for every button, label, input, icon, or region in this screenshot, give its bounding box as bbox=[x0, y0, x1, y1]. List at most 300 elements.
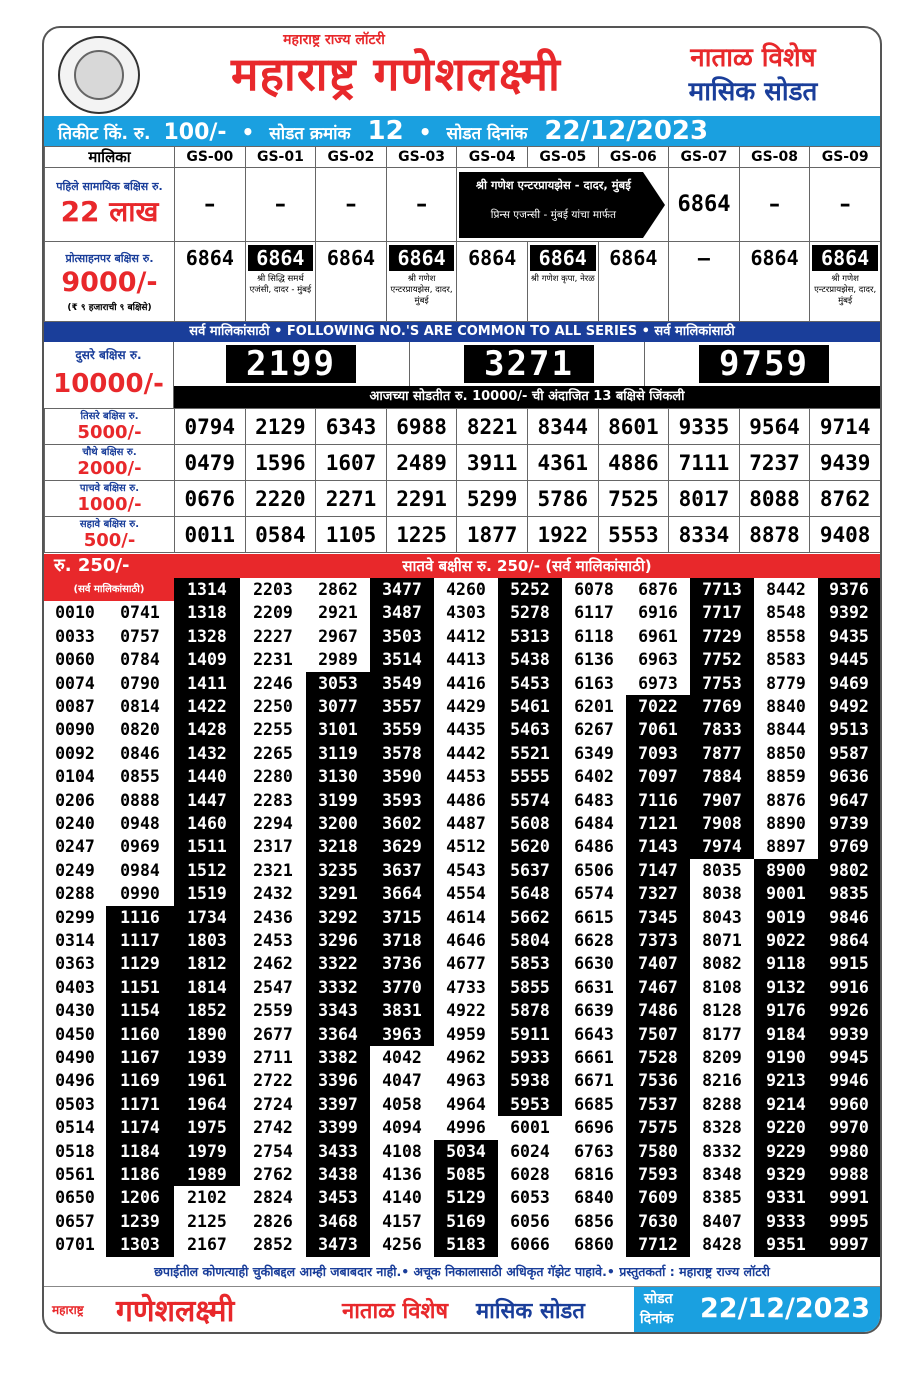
first-prize-gs09: – bbox=[810, 168, 881, 242]
seventh-prize-number: 0240 bbox=[44, 812, 106, 835]
seventh-prize-number: 9739 bbox=[818, 812, 880, 835]
seventh-prize-number: 4512 bbox=[434, 835, 498, 858]
seventh-prize-number: 4964 bbox=[434, 1093, 498, 1116]
seventh-prize-number: 1154 bbox=[106, 999, 174, 1022]
seventh-prize-number: 3715 bbox=[370, 906, 434, 929]
seventh-prize-number: 4416 bbox=[434, 672, 498, 695]
seventh-prize-number: 8332 bbox=[690, 1140, 754, 1163]
seventh-prize-number: 3602 bbox=[370, 812, 434, 835]
seventh-prize-number: 1428 bbox=[174, 718, 240, 741]
incentive-cell-5 bbox=[527, 242, 598, 322]
seventh-prize-number: 6201 bbox=[562, 695, 626, 718]
first-prize-label-cell bbox=[45, 168, 175, 242]
price-label: तिकीट किं. रु. bbox=[58, 124, 151, 144]
seventh-prize-number: 4303 bbox=[434, 601, 498, 624]
series-code-5: GS-05 bbox=[527, 147, 598, 168]
series-label: मालिका bbox=[45, 147, 175, 168]
seventh-prize-number: 2167 bbox=[174, 1233, 240, 1256]
seventh-prize-number: 0855 bbox=[106, 765, 174, 788]
prize-number: 2291 bbox=[386, 481, 457, 517]
seventh-prize-number: 3296 bbox=[306, 929, 370, 952]
seventh-prize-number: 7593 bbox=[626, 1163, 690, 1186]
prize-number: 9714 bbox=[810, 409, 881, 445]
seventh-prize-number: 5252 bbox=[498, 578, 562, 601]
seventh-prize-number: 9333 bbox=[754, 1210, 818, 1233]
seventh-prize-number: 4554 bbox=[434, 882, 498, 905]
incentive-cell-3 bbox=[386, 242, 457, 322]
seventh-prize-number: 0969 bbox=[106, 835, 174, 858]
seventh-prize-number: 3053 bbox=[306, 672, 370, 695]
seventh-prize-number: 9019 bbox=[754, 906, 818, 929]
incentive-label-cell bbox=[45, 242, 175, 322]
divider bbox=[644, 342, 645, 386]
seventh-prize-number: 8035 bbox=[690, 859, 754, 882]
prize-label-cell bbox=[45, 409, 175, 445]
seventh-prize-number: 8209 bbox=[690, 1046, 754, 1069]
seventh-prize-number: 3322 bbox=[306, 952, 370, 975]
seventh-prize-number: 6486 bbox=[562, 835, 626, 858]
special-label: नाताळ विशेष bbox=[690, 43, 816, 73]
prize-number: 4361 bbox=[527, 445, 598, 481]
seventh-prize-number: 1460 bbox=[174, 812, 240, 835]
incentive-label: प्रोत्साहनपर बक्षिस रु. bbox=[65, 251, 154, 265]
series-code-1: GS-01 bbox=[245, 147, 316, 168]
seventh-prize-number: 6066 bbox=[498, 1233, 562, 1256]
seventh-prize-number: 2250 bbox=[240, 695, 306, 718]
prize-number: 0794 bbox=[175, 409, 246, 445]
seventh-prize-number: 3343 bbox=[306, 999, 370, 1022]
seventh-prize-number: 3382 bbox=[306, 1046, 370, 1069]
seventh-prize-number: 0518 bbox=[44, 1140, 106, 1163]
seventh-prize-number: 7753 bbox=[690, 672, 754, 695]
prize-label-cell bbox=[45, 445, 175, 481]
seventh-prize-number: 4677 bbox=[434, 952, 498, 975]
seventh-prize-number: 0074 bbox=[44, 672, 106, 695]
prize-number: 9564 bbox=[739, 409, 810, 445]
prize-label-cell bbox=[45, 481, 175, 517]
seventh-prize-number: 9997 bbox=[818, 1233, 880, 1256]
upper-prize-table bbox=[44, 146, 881, 322]
seventh-prize-number: 1803 bbox=[174, 929, 240, 952]
seventh-prize-number: 5620 bbox=[498, 835, 562, 858]
footer bbox=[44, 1286, 880, 1333]
seventh-prize-number: 3487 bbox=[370, 601, 434, 624]
incentive-cell-9 bbox=[810, 242, 881, 322]
seventh-prize-number: 5085 bbox=[434, 1163, 498, 1186]
first-prize-gs08: – bbox=[739, 168, 810, 242]
seventh-prize-number: 1964 bbox=[174, 1093, 240, 1116]
prize-number: 5553 bbox=[598, 517, 669, 553]
incentive-cell-7 bbox=[669, 242, 740, 322]
seventh-prize-number: 5662 bbox=[498, 906, 562, 929]
seventh-prize-number: 1303 bbox=[106, 1233, 174, 1256]
incentive-number: 6864 bbox=[609, 246, 658, 270]
seventh-prize-number: 4442 bbox=[434, 742, 498, 765]
seventh-prize-number: 1174 bbox=[106, 1116, 174, 1139]
seventh-prize-number: 0490 bbox=[44, 1046, 106, 1069]
seventh-prize-number: 3199 bbox=[306, 789, 370, 812]
seventh-prize-number: 9926 bbox=[818, 999, 880, 1022]
seventh-prize-number: 6643 bbox=[562, 1023, 626, 1046]
seventh-prize-number: 5438 bbox=[498, 648, 562, 671]
prize-number: 8601 bbox=[598, 409, 669, 445]
seventh-prize-number: 9229 bbox=[754, 1140, 818, 1163]
seventh-prize-number: 3218 bbox=[306, 835, 370, 858]
seventh-prize-number: 5313 bbox=[498, 625, 562, 648]
seventh-prize-number: 3396 bbox=[306, 1069, 370, 1092]
seventh-prize-number: 3332 bbox=[306, 976, 370, 999]
seventh-prize-number: 1117 bbox=[106, 929, 174, 952]
seventh-prize-number: 2231 bbox=[240, 648, 306, 671]
seventh-prize-number: 2294 bbox=[240, 812, 306, 835]
first-prize-gs00: – bbox=[175, 168, 246, 242]
footer-date: 22/12/2023 bbox=[700, 1293, 871, 1324]
seventh-prize-number: 0790 bbox=[106, 672, 174, 695]
seventh-prize-number: 1890 bbox=[174, 1023, 240, 1046]
seventh-prize-number: 0984 bbox=[106, 859, 174, 882]
seventh-prize-number: 0814 bbox=[106, 695, 174, 718]
incentive-cell-8 bbox=[739, 242, 810, 322]
seventh-prize-number: 9118 bbox=[754, 952, 818, 975]
prize-label: सहावे बक्षिस रु. bbox=[79, 518, 140, 530]
prize-number: 1877 bbox=[457, 517, 528, 553]
first-prize-gs01: – bbox=[245, 168, 316, 242]
seventh-prize-number: 6685 bbox=[562, 1093, 626, 1116]
seventh-prize-number: 2462 bbox=[240, 952, 306, 975]
prize-number: 8017 bbox=[669, 481, 740, 517]
seventh-prize-number: 7752 bbox=[690, 648, 754, 671]
seventh-prize-number: 3770 bbox=[370, 976, 434, 999]
prize-number: 9408 bbox=[810, 517, 881, 553]
seventh-prize-number: 8779 bbox=[754, 672, 818, 695]
seventh-prize-number: 7769 bbox=[690, 695, 754, 718]
seventh-prize-number: 9916 bbox=[818, 976, 880, 999]
footer-special: नाताळ विशेष bbox=[342, 1299, 449, 1324]
seventh-prize-number: 0363 bbox=[44, 952, 106, 975]
prize-amount: 5000/- bbox=[77, 421, 142, 443]
seventh-prize-number: 4412 bbox=[434, 625, 498, 648]
incentive-cell-4 bbox=[457, 242, 528, 322]
monthly-label: मासिक सोडत bbox=[688, 77, 818, 107]
prize-number: 9335 bbox=[669, 409, 740, 445]
seventh-prize-number: 3473 bbox=[306, 1233, 370, 1256]
seventh-prize-number: 4453 bbox=[434, 765, 498, 788]
prize-row-3 bbox=[45, 409, 881, 445]
seventh-prize-number: 9960 bbox=[818, 1093, 880, 1116]
seventh-prize-number: 0092 bbox=[44, 742, 106, 765]
prize-number: 1105 bbox=[316, 517, 387, 553]
series-code-2: GS-02 bbox=[316, 147, 387, 168]
seventh-prize-number: 0990 bbox=[106, 882, 174, 905]
seventh-prize-number: 6631 bbox=[562, 976, 626, 999]
prize-number: 8878 bbox=[739, 517, 810, 553]
prize-number: 6343 bbox=[316, 409, 387, 445]
incentive-note: (₹ ९ हजाराची ९ बक्षिसे) bbox=[67, 302, 152, 313]
seventh-prize-number: 3399 bbox=[306, 1116, 370, 1139]
seventh-prize-number: 2227 bbox=[240, 625, 306, 648]
incentive-agent: श्री गणेश कृपा, नेरळ bbox=[530, 274, 595, 284]
incentive-amount: 9000/- bbox=[61, 266, 158, 298]
seventh-prize-number: 7327 bbox=[626, 882, 690, 905]
seventh-prize-number: 2677 bbox=[240, 1023, 306, 1046]
first-prize-number: 6864 bbox=[669, 168, 740, 242]
seventh-prize-number: 2862 bbox=[306, 578, 370, 601]
prize-number: 8344 bbox=[527, 409, 598, 445]
seventh-prize-number: 9184 bbox=[754, 1023, 818, 1046]
seventh-prize-number: 8442 bbox=[754, 578, 818, 601]
seventh-prize-sub: (सर्व मालिकांसाठी) bbox=[44, 578, 174, 601]
seventh-prize-number: 3831 bbox=[370, 999, 434, 1022]
seventh-prize-number: 2246 bbox=[240, 672, 306, 695]
seventh-prize-number: 1314 bbox=[174, 578, 240, 601]
seventh-prize-number: 7974 bbox=[690, 835, 754, 858]
seventh-prize-number: 8128 bbox=[690, 999, 754, 1022]
seventh-prize-number: 0060 bbox=[44, 648, 106, 671]
seventh-prize-number: 0820 bbox=[106, 718, 174, 741]
seventh-prize-number: 5804 bbox=[498, 929, 562, 952]
prize-number: 5299 bbox=[457, 481, 528, 517]
seventh-prize-number: 5183 bbox=[434, 1233, 498, 1256]
seventh-prize-number: 0650 bbox=[44, 1186, 106, 1209]
seventh-prize-number: 9445 bbox=[818, 648, 880, 671]
seventh-prize-number: 8288 bbox=[690, 1093, 754, 1116]
footer-brand: गणेशलक्ष्मी bbox=[116, 1294, 235, 1329]
seventh-prize-number: 0288 bbox=[44, 882, 106, 905]
incentive-number: 6864 bbox=[389, 245, 455, 271]
seventh-prize-number: 0496 bbox=[44, 1069, 106, 1092]
seventh-prize-number: 0503 bbox=[44, 1093, 106, 1116]
seventh-prize-number: 1519 bbox=[174, 882, 240, 905]
seventh-prize-number: 1160 bbox=[106, 1023, 174, 1046]
seventh-prize-number: 7580 bbox=[626, 1140, 690, 1163]
seventh-prize-number: 3397 bbox=[306, 1093, 370, 1116]
seventh-prize-number: 4733 bbox=[434, 976, 498, 999]
seventh-prize-number: 4108 bbox=[370, 1140, 434, 1163]
seventh-prize-number: 0010 bbox=[44, 601, 106, 624]
seventh-prize-number: 3291 bbox=[306, 882, 370, 905]
prize-number: 8334 bbox=[669, 517, 740, 553]
seventh-prize-number: 6136 bbox=[562, 648, 626, 671]
seventh-prize-number: 9220 bbox=[754, 1116, 818, 1139]
seventh-prize-number: 5608 bbox=[498, 812, 562, 835]
seventh-prize-number: 0033 bbox=[44, 625, 106, 648]
seventh-prize-number: 9980 bbox=[818, 1140, 880, 1163]
seventh-prize-number: 6349 bbox=[562, 742, 626, 765]
seventh-prize-number: 1318 bbox=[174, 601, 240, 624]
seventh-prize-number: 4486 bbox=[434, 789, 498, 812]
seventh-prize-number: 7630 bbox=[626, 1210, 690, 1233]
seventh-prize-number: 3468 bbox=[306, 1210, 370, 1233]
second-prize-number-2: 3271 bbox=[464, 345, 594, 383]
date-label: सोडत दिनांक bbox=[446, 124, 528, 144]
seventh-prize-number: 3559 bbox=[370, 718, 434, 741]
series-code-9: GS-09 bbox=[810, 147, 881, 168]
seventh-prize-number: 2824 bbox=[240, 1186, 306, 1209]
prize-number: 1596 bbox=[245, 445, 316, 481]
seventh-prize-number: 6961 bbox=[626, 625, 690, 648]
seventh-prize-number: 0701 bbox=[44, 1233, 106, 1256]
seventh-prize-number: 0846 bbox=[106, 742, 174, 765]
seventh-prize-number: 2921 bbox=[306, 601, 370, 624]
seventh-prize-number: 2559 bbox=[240, 999, 306, 1022]
seventh-prize-number: 9001 bbox=[754, 882, 818, 905]
seventh-prize-number: 4413 bbox=[434, 648, 498, 671]
seventh-prize-number: 2826 bbox=[240, 1210, 306, 1233]
seventh-prize-number: 3503 bbox=[370, 625, 434, 648]
ticket-price: 100/- bbox=[163, 120, 227, 145]
seventh-prize-number: 9214 bbox=[754, 1093, 818, 1116]
prize-number: 0479 bbox=[175, 445, 246, 481]
seventh-prize-number: 8548 bbox=[754, 601, 818, 624]
seventh-prize-number: 4094 bbox=[370, 1116, 434, 1139]
series-code-3: GS-03 bbox=[386, 147, 457, 168]
first-prize-gs03: – bbox=[386, 168, 457, 242]
prize-row-4 bbox=[45, 445, 881, 481]
seventh-prize-number: 1734 bbox=[174, 906, 240, 929]
prize-number: 7111 bbox=[669, 445, 740, 481]
seventh-prize-number: 8850 bbox=[754, 742, 818, 765]
prize-label-cell bbox=[45, 517, 175, 553]
seventh-prize-number: 3200 bbox=[306, 812, 370, 835]
seventh-prize-number: 7467 bbox=[626, 976, 690, 999]
seventh-prize-number: 8328 bbox=[690, 1116, 754, 1139]
seventh-prize-number: 5933 bbox=[498, 1046, 562, 1069]
first-prize-row bbox=[45, 168, 881, 242]
seventh-prize-number: 0514 bbox=[44, 1116, 106, 1139]
second-prize-numbers bbox=[174, 342, 880, 386]
seventh-prize-number: 0314 bbox=[44, 929, 106, 952]
elephant-emblem-icon bbox=[74, 50, 124, 100]
seventh-prize-number: 6856 bbox=[562, 1210, 626, 1233]
prize-number: 1607 bbox=[316, 445, 387, 481]
seventh-prize-number: 7908 bbox=[690, 812, 754, 835]
seventh-prize-number: 1239 bbox=[106, 1210, 174, 1233]
seventh-prize-number: 4614 bbox=[434, 906, 498, 929]
seventh-prize-number: 7907 bbox=[690, 789, 754, 812]
seventh-prize-number: 3963 bbox=[370, 1023, 434, 1046]
bullet-separator: • bbox=[418, 120, 432, 144]
seventh-prize-number: 1186 bbox=[106, 1163, 174, 1186]
seventh-prize-number: 3549 bbox=[370, 672, 434, 695]
seventh-prize-number: 7022 bbox=[626, 695, 690, 718]
seventh-prize-number: 0784 bbox=[106, 648, 174, 671]
seventh-prize-number: 1432 bbox=[174, 742, 240, 765]
prize-number: 1225 bbox=[386, 517, 457, 553]
seventh-prize-number: 9376 bbox=[818, 578, 880, 601]
series-code-8: GS-08 bbox=[739, 147, 810, 168]
seventh-prize-number: 3453 bbox=[306, 1186, 370, 1209]
header bbox=[44, 28, 880, 116]
footer-small: महाराष्ट्र bbox=[52, 1303, 84, 1317]
seventh-prize-number: 0247 bbox=[44, 835, 106, 858]
seventh-prize-number: 2967 bbox=[306, 625, 370, 648]
seventh-prize-number: 0430 bbox=[44, 999, 106, 1022]
seventh-prize-number: 2724 bbox=[240, 1093, 306, 1116]
seventh-prize-number: 0948 bbox=[106, 812, 174, 835]
seventh-prize-number: 4047 bbox=[370, 1069, 434, 1092]
seventh-prize-number: 2203 bbox=[240, 578, 306, 601]
seventh-prize-number: 6816 bbox=[562, 1163, 626, 1186]
seventh-prize-number: 5855 bbox=[498, 976, 562, 999]
seventh-prize-number: 7147 bbox=[626, 859, 690, 882]
seventh-prize-number: 9945 bbox=[818, 1046, 880, 1069]
prize-row-5 bbox=[45, 481, 881, 517]
series-code-0: GS-00 bbox=[175, 147, 246, 168]
seventh-prize-number: 9946 bbox=[818, 1069, 880, 1092]
seventh-prize-number: 9647 bbox=[818, 789, 880, 812]
incentive-cell-6 bbox=[598, 242, 669, 322]
seventh-prize-number: 1979 bbox=[174, 1140, 240, 1163]
seventh-prize-number: 1939 bbox=[174, 1046, 240, 1069]
seventh-prize-number: 6028 bbox=[498, 1163, 562, 1186]
prize-number: 2271 bbox=[316, 481, 387, 517]
seventh-prize-number: 9587 bbox=[818, 742, 880, 765]
seventh-prize-number: 7712 bbox=[626, 1233, 690, 1256]
seventh-prize-number: 1961 bbox=[174, 1069, 240, 1092]
footer-monthly: मासिक सोडत bbox=[476, 1299, 585, 1324]
seventh-prize-number: 2317 bbox=[240, 835, 306, 858]
prize-number: 8221 bbox=[457, 409, 528, 445]
seventh-prize-number: 1167 bbox=[106, 1046, 174, 1069]
seventh-prize-number: 5637 bbox=[498, 859, 562, 882]
seventh-prize-number: 4140 bbox=[370, 1186, 434, 1209]
seventh-prize-title: सातवे बक्षीस रु. 250/- (सर्व मालिकांसाठी) bbox=[402, 557, 652, 575]
seventh-prize-number: 5521 bbox=[498, 742, 562, 765]
seventh-prize-number: 2722 bbox=[240, 1069, 306, 1092]
seventh-prize-number: 8840 bbox=[754, 695, 818, 718]
seventh-prize-number: 8583 bbox=[754, 648, 818, 671]
seventh-prize-grid bbox=[44, 578, 880, 1262]
seventh-prize-number: 6628 bbox=[562, 929, 626, 952]
seventh-prize-number: 1812 bbox=[174, 952, 240, 975]
seventh-prize-number: 6661 bbox=[562, 1046, 626, 1069]
seventh-prize-number: 6860 bbox=[562, 1233, 626, 1256]
seventh-prize-number: 4922 bbox=[434, 999, 498, 1022]
seventh-prize-number: 9835 bbox=[818, 882, 880, 905]
seventh-prize-number: 4996 bbox=[434, 1116, 498, 1139]
seventh-prize-number: 6163 bbox=[562, 672, 626, 695]
seventh-prize-number: 0888 bbox=[106, 789, 174, 812]
seventh-prize-number: 7486 bbox=[626, 999, 690, 1022]
seventh-prize-number: 6639 bbox=[562, 999, 626, 1022]
seventh-prize-number: 7345 bbox=[626, 906, 690, 929]
seventh-prize-number: 9435 bbox=[818, 625, 880, 648]
seventh-prize-number: 4256 bbox=[370, 1233, 434, 1256]
seventh-prize-number: 6483 bbox=[562, 789, 626, 812]
seventh-prize-number: 7884 bbox=[690, 765, 754, 788]
incentive-agent: श्री गणेश एन्टरप्रायझेस, दादर, मुंबई bbox=[814, 274, 877, 306]
seventh-prize-number: 7116 bbox=[626, 789, 690, 812]
prize-number: 2220 bbox=[245, 481, 316, 517]
seventh-prize-number: 8082 bbox=[690, 952, 754, 975]
seventh-prize-number: 2265 bbox=[240, 742, 306, 765]
first-prize-label: पहिले सामायिक बक्षिस रु. bbox=[56, 180, 163, 193]
seventh-prize-number: 5574 bbox=[498, 789, 562, 812]
seventh-prize-number: 3637 bbox=[370, 859, 434, 882]
seventh-prize-number: 6696 bbox=[562, 1116, 626, 1139]
prize-number: 3911 bbox=[457, 445, 528, 481]
incentive-number: 6864 bbox=[750, 246, 799, 270]
prize-number: 9439 bbox=[810, 445, 881, 481]
seventh-prize-number: 2989 bbox=[306, 648, 370, 671]
seventh-prize-number: 8876 bbox=[754, 789, 818, 812]
seventh-prize-number: 4963 bbox=[434, 1069, 498, 1092]
common-series-banner: सर्व मालिकांसाठी • FOLLOWING NO.'S ARE COMMON TO ALL SERIES • सर्व मालिकांसाठी bbox=[44, 322, 880, 342]
seventh-prize-number: 5853 bbox=[498, 952, 562, 975]
prize-label: चौथे बक्षिस रु. bbox=[82, 446, 137, 458]
seventh-prize-number: 7373 bbox=[626, 929, 690, 952]
seventh-prize-number: 3590 bbox=[370, 765, 434, 788]
